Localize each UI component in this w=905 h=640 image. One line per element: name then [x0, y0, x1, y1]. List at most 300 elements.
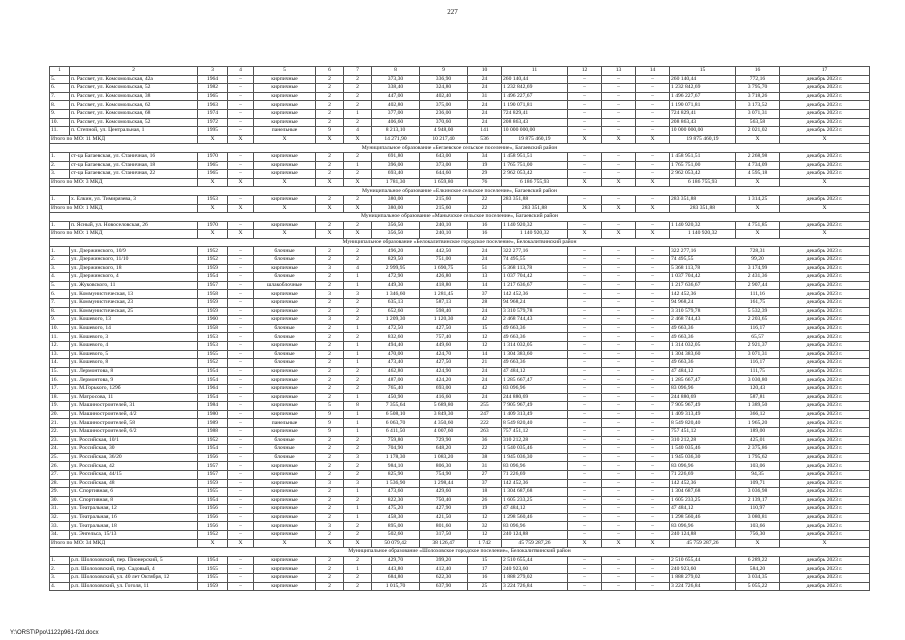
table-cell: –: [636, 316, 670, 325]
table-cell: –: [568, 281, 602, 290]
table-cell: 984,10: [372, 462, 420, 471]
table-cell: 2: [316, 384, 344, 393]
table-cell: 356,50: [372, 221, 420, 230]
table-cell: декабрь 2023 г.: [780, 75, 870, 84]
table-cell: 1953: [198, 342, 228, 351]
table-cell: 47 484,12: [670, 367, 736, 376]
table-cell: –: [228, 565, 254, 574]
total-row: [50, 230, 870, 239]
table-cell: 462,80: [372, 367, 420, 376]
total-cell: X: [198, 204, 228, 213]
table-cell: –: [602, 470, 636, 479]
table-cell: 895,00: [372, 522, 420, 531]
table-cell: 587,13: [420, 299, 468, 308]
table-cell: кирпичные: [254, 496, 316, 505]
table-cell: 1 037 704,42: [502, 273, 568, 282]
table-cell: 2: [344, 470, 372, 479]
table-cell: 472,50: [372, 324, 420, 333]
table-cell: 24: [468, 256, 502, 265]
table-cell: –: [636, 299, 670, 308]
table-cell: декабрь 2023 г.: [780, 273, 870, 282]
table-row: [50, 350, 870, 359]
table-cell: 1984: [198, 402, 228, 411]
total-cell: 10 217,40: [420, 135, 468, 144]
table-cell: 24: [468, 118, 502, 127]
table-cell: 99,20: [736, 256, 780, 265]
table-cell: 3: [316, 290, 344, 299]
total-cell: X: [780, 230, 870, 239]
table-cell: –: [636, 264, 670, 273]
table-cell: –: [568, 359, 602, 368]
table-cell: 2 510 655,44: [502, 556, 568, 565]
total-label: Итого по МО: 3 МКД: [50, 178, 198, 187]
address-cell: ул. Спортивная, 6: [70, 488, 198, 497]
table-cell: –: [636, 290, 670, 299]
table-cell: –: [636, 513, 670, 522]
table-cell: 1982: [198, 84, 228, 93]
table-cell: декабрь 2023 г.: [780, 496, 870, 505]
table-cell: 1 190 071,81: [670, 101, 736, 110]
section-header-row: [50, 187, 870, 196]
table-cell: шлакоблочные: [254, 281, 316, 290]
table-cell: –: [228, 161, 254, 170]
table-cell: 2: [344, 522, 372, 531]
table-cell: 2: [316, 92, 344, 101]
table-cell: кирпичные: [254, 221, 316, 230]
table-row: [50, 118, 870, 127]
table-cell: 4 751,85: [736, 221, 780, 230]
table-cell: –: [602, 419, 636, 428]
table-cell: –: [568, 299, 602, 308]
table-cell: 3 071,31: [736, 350, 780, 359]
total-label: Итого по МО: 1 МКД: [50, 230, 198, 239]
table-cell: 32.: [50, 513, 70, 522]
table-cell: 402,80: [372, 101, 420, 110]
table-cell: 5: [316, 402, 344, 411]
table-cell: 2: [316, 470, 344, 479]
total-cell: X: [344, 539, 372, 548]
table-cell: 1: [344, 488, 372, 497]
table-cell: 1 409 313,49: [670, 410, 736, 419]
address-cell: ст-ца Багаевская, ул. Станичная, 22: [70, 170, 198, 179]
table-cell: кирпичные: [254, 479, 316, 488]
table-row: [50, 359, 870, 368]
table-cell: –: [636, 565, 670, 574]
total-cell: X: [568, 230, 602, 239]
table-cell: кирпичные: [254, 290, 316, 299]
table-cell: 757,40: [420, 333, 468, 342]
table-cell: 1954: [198, 393, 228, 402]
table-cell: 427,90: [420, 505, 468, 514]
table-cell: –: [602, 92, 636, 101]
table-cell: 494,40: [372, 342, 420, 351]
table-cell: 1 298 560,46: [670, 513, 736, 522]
table-cell: 1974: [198, 109, 228, 118]
table-cell: 2 921,37: [736, 342, 780, 351]
table-cell: –: [602, 290, 636, 299]
table-cell: декабрь 2023 г.: [780, 350, 870, 359]
table-cell: 4 007,60: [420, 427, 468, 436]
table-cell: –: [602, 513, 636, 522]
table-cell: 693,40: [372, 170, 420, 179]
table-cell: декабрь 2023 г.: [780, 109, 870, 118]
table-cell: 2: [344, 384, 372, 393]
total-cell: X: [316, 539, 344, 548]
table-cell: 2: [316, 462, 344, 471]
table-cell: –: [228, 462, 254, 471]
table-cell: 366,12: [736, 410, 780, 419]
table-cell: 1 945 036,30: [670, 453, 736, 462]
table-cell: панельные: [254, 127, 316, 136]
table-cell: 51: [468, 264, 502, 273]
table-row: [50, 299, 870, 308]
table-cell: –: [602, 574, 636, 583]
total-cell: 50 079,42: [372, 539, 420, 548]
table-cell: кирпичные: [254, 513, 316, 522]
table-cell: 338,40: [372, 84, 420, 93]
table-cell: –: [568, 109, 602, 118]
table-cell: –: [636, 221, 670, 230]
table-cell: 24: [468, 84, 502, 93]
table-cell: –: [228, 376, 254, 385]
table-cell: –: [636, 505, 670, 514]
table-cell: 3.: [50, 264, 70, 273]
table-cell: 1 795,62: [736, 453, 780, 462]
table-cell: –: [636, 393, 670, 402]
table-cell: –: [568, 92, 602, 101]
table-cell: 2: [316, 556, 344, 565]
table-cell: 2: [316, 359, 344, 368]
table-cell: 283 351,88: [670, 195, 736, 204]
table-cell: –: [568, 333, 602, 342]
table-cell: 83 096,96: [670, 522, 736, 531]
table-cell: 3.: [50, 170, 70, 179]
table-cell: –: [228, 84, 254, 93]
total-cell: X: [736, 539, 780, 548]
table-cell: 30.: [50, 496, 70, 505]
section-title: Муниципальное образование «Елкинское сельское поселение», Багаевский район: [50, 187, 870, 196]
table-cell: 83 096,96: [502, 462, 568, 471]
table-cell: –: [636, 522, 670, 531]
table-cell: 3 310 579,78: [670, 307, 736, 316]
total-cell: 19 875 460,19: [502, 135, 568, 144]
table-cell: 424,20: [420, 376, 468, 385]
total-cell: X: [254, 204, 316, 213]
total-cell: X: [568, 204, 602, 213]
table-cell: 4 734,09: [736, 161, 780, 170]
table-cell: –: [602, 316, 636, 325]
table-cell: –: [602, 84, 636, 93]
table-cell: –: [602, 247, 636, 256]
table-cell: кирпичные: [254, 316, 316, 325]
table-cell: 1 765 751,00: [670, 161, 736, 170]
table-cell: декабрь 2023 г.: [780, 84, 870, 93]
table-row: [50, 84, 870, 93]
table-cell: 1 540 035,46: [502, 445, 568, 454]
table-cell: 116,17: [736, 324, 780, 333]
table-cell: 1 458 951,51: [502, 152, 568, 161]
total-cell: 45 759 287,26: [670, 539, 736, 548]
total-cell: 38 126,47: [420, 539, 468, 548]
table-cell: –: [602, 273, 636, 282]
table-cell: 9: [316, 419, 344, 428]
table-cell: декабрь 2023 г.: [780, 92, 870, 101]
table-cell: 5.: [50, 281, 70, 290]
table-cell: 1: [344, 419, 372, 428]
table-row: [50, 384, 870, 393]
table-cell: 103,66: [736, 522, 780, 531]
table-cell: кирпичные: [254, 84, 316, 93]
table-cell: 1954: [198, 445, 228, 454]
table-cell: декабрь 2023 г.: [780, 256, 870, 265]
table-cell: –: [228, 273, 254, 282]
table-cell: –: [636, 101, 670, 110]
table-cell: 25: [468, 582, 502, 591]
table-cell: –: [636, 281, 670, 290]
table-cell: –: [228, 75, 254, 84]
address-cell: ул. Кошевого, 3: [70, 333, 198, 342]
page-number: 227: [447, 8, 458, 16]
table-cell: 1957: [198, 470, 228, 479]
table-cell: 38: [468, 453, 502, 462]
total-cell: X: [254, 539, 316, 548]
table-cell: 1 298,44: [420, 479, 468, 488]
table-cell: 2: [344, 195, 372, 204]
table-cell: 47 484,12: [502, 505, 568, 514]
table-cell: –: [228, 195, 254, 204]
section-header-row: [50, 548, 870, 557]
total-cell: X: [254, 135, 316, 144]
table-cell: 1 178,30: [372, 453, 420, 462]
table-cell: –: [636, 84, 670, 93]
section-title: Муниципальное образование «Манычское сельское поселение», Багаевский район: [50, 213, 870, 222]
table-cell: 3: [316, 522, 344, 531]
table-cell: блочные: [254, 359, 316, 368]
table-cell: 1 496 227,67: [502, 92, 568, 101]
table-cell: 2: [344, 221, 372, 230]
total-cell: X: [228, 135, 254, 144]
table-cell: 424,70: [420, 350, 468, 359]
table-cell: 2: [344, 256, 372, 265]
table-cell: 17.: [50, 384, 70, 393]
table-cell: 3: [316, 316, 344, 325]
table-cell: 754,90: [420, 470, 468, 479]
table-cell: 1959: [198, 264, 228, 273]
table-cell: 18: [468, 488, 502, 497]
table-cell: –: [636, 496, 670, 505]
table-cell: 1: [344, 324, 372, 333]
column-number-cell: 11: [502, 67, 568, 76]
table-cell: 425,01: [736, 436, 780, 445]
table-cell: 1 605 233,25: [670, 496, 736, 505]
total-row: [50, 539, 870, 548]
table-cell: 2.: [50, 161, 70, 170]
table-row: [50, 513, 870, 522]
total-cell: X: [736, 230, 780, 239]
table-cell: 693,00: [420, 384, 468, 393]
table-cell: –: [568, 470, 602, 479]
table-cell: 443,80: [372, 565, 420, 574]
table-cell: декабрь 2023 г.: [780, 488, 870, 497]
table-cell: блочные: [254, 247, 316, 256]
table-cell: –: [568, 445, 602, 454]
table-cell: 3 224 726,84: [670, 582, 736, 591]
table-cell: 427,50: [420, 324, 468, 333]
table-cell: 1: [344, 350, 372, 359]
table-cell: кирпичные: [254, 195, 316, 204]
total-cell: X: [198, 230, 228, 239]
table-cell: 449,30: [372, 281, 420, 290]
table-cell: 18.: [50, 393, 70, 402]
table-cell: 2: [316, 513, 344, 522]
table-cell: декабрь 2023 г.: [780, 531, 870, 540]
table-cell: 17: [468, 565, 502, 574]
table-cell: декабрь 2023 г.: [780, 195, 870, 204]
total-cell: 1 781,30: [372, 178, 420, 187]
table-cell: –: [636, 376, 670, 385]
column-number-cell: 15: [670, 67, 736, 76]
table-cell: кирпичные: [254, 170, 316, 179]
table-cell: 1954: [198, 367, 228, 376]
total-cell: X: [228, 230, 254, 239]
table-cell: –: [228, 384, 254, 393]
address-cell: ул. Российская, 48: [70, 479, 198, 488]
total-cell: 1 659,80: [420, 178, 468, 187]
table-cell: –: [228, 350, 254, 359]
table-cell: 1952: [198, 531, 228, 540]
table-cell: 2 999,95: [372, 264, 420, 273]
table-cell: 2: [316, 221, 344, 230]
table-cell: 2: [316, 273, 344, 282]
table-cell: 759,80: [372, 436, 420, 445]
table-cell: кирпичные: [254, 470, 316, 479]
table-cell: декабрь 2023 г.: [780, 342, 870, 351]
total-cell: X: [602, 204, 636, 213]
table-cell: 71 226,69: [502, 470, 568, 479]
table-row: [50, 574, 870, 583]
table-cell: 2: [316, 256, 344, 265]
table-cell: 222: [468, 419, 502, 428]
table-cell: кирпичные: [254, 410, 316, 419]
table-cell: 470,00: [372, 350, 420, 359]
table-cell: 16: [468, 574, 502, 583]
table-cell: 19: [468, 161, 502, 170]
table-row: [50, 161, 870, 170]
address-cell: п. Рассвет, ул. Комсомольская, 42а: [70, 75, 198, 84]
address-cell: р.п. Шолоховский, ул. Гоголя, 11: [70, 582, 198, 591]
table-cell: 1 083,20: [420, 453, 468, 462]
table-cell: 724 829,41: [502, 109, 568, 118]
table-cell: декабрь 2023 г.: [780, 479, 870, 488]
table-cell: 317,50: [420, 531, 468, 540]
table-cell: кирпичные: [254, 376, 316, 385]
table-row: [50, 324, 870, 333]
table-row: [50, 247, 870, 256]
table-cell: 2: [344, 299, 372, 308]
table-cell: 3 080,81: [736, 513, 780, 522]
table-cell: 260 140,44: [670, 75, 736, 84]
column-number-cell: 12: [568, 67, 602, 76]
total-cell: X: [316, 230, 344, 239]
table-cell: блочные: [254, 350, 316, 359]
table-cell: кирпичные: [254, 307, 316, 316]
table-cell: –: [568, 410, 602, 419]
table-cell: 1956: [198, 453, 228, 462]
table-cell: 1955: [198, 488, 228, 497]
table-cell: 1959: [198, 299, 228, 308]
table-cell: –: [568, 419, 602, 428]
table-cell: 2: [316, 376, 344, 385]
address-cell: п. Рассвет, ул. Комсомольская, 38: [70, 92, 198, 101]
table-cell: 1 888 279,02: [670, 574, 736, 583]
table-cell: 2: [344, 92, 372, 101]
table-cell: –: [602, 75, 636, 84]
table-cell: 1: [344, 273, 372, 282]
table-cell: 13: [468, 273, 502, 282]
table-cell: 2 431,36: [736, 273, 780, 282]
table-cell: –: [636, 152, 670, 161]
table-cell: 12: [468, 342, 502, 351]
table-cell: декабрь 2023 г.: [780, 367, 870, 376]
table-cell: 2: [316, 445, 344, 454]
table-cell: –: [568, 436, 602, 445]
table-cell: 255: [468, 402, 502, 411]
table-cell: 7 355,64: [372, 402, 420, 411]
table-cell: 4.: [50, 273, 70, 282]
table-cell: –: [228, 247, 254, 256]
table-cell: 373,00: [420, 161, 468, 170]
table-row: [50, 307, 870, 316]
section-header-row: [50, 238, 870, 247]
table-cell: –: [602, 342, 636, 351]
table-cell: кирпичные: [254, 367, 316, 376]
table-row: [50, 479, 870, 488]
total-cell: 19 875 460,19: [670, 135, 736, 144]
table-cell: 8: [344, 402, 372, 411]
table-cell: 729,90: [420, 436, 468, 445]
table-cell: –: [602, 195, 636, 204]
table-cell: –: [228, 393, 254, 402]
table-cell: –: [568, 127, 602, 136]
table-cell: 418,80: [420, 281, 468, 290]
table-cell: 103,06: [736, 462, 780, 471]
table-cell: –: [636, 195, 670, 204]
table-cell: 1972: [198, 118, 228, 127]
table-cell: 450,90: [372, 393, 420, 402]
table-cell: 3 849,30: [420, 410, 468, 419]
table-cell: 5 368 113,78: [502, 264, 568, 273]
table-cell: кирпичные: [254, 393, 316, 402]
table-cell: 26.: [50, 462, 70, 471]
total-cell: X: [780, 539, 870, 548]
column-number-cell: 10: [468, 67, 502, 76]
address-cell: ул. Театральная, 12: [70, 505, 198, 514]
table-cell: –: [568, 384, 602, 393]
table-cell: 27: [468, 470, 502, 479]
table-cell: 142 452,36: [670, 479, 736, 488]
table-cell: кирпичные: [254, 427, 316, 436]
total-cell: 240,10: [420, 230, 468, 239]
table-cell: блочные: [254, 453, 316, 462]
table-cell: 28: [468, 299, 502, 308]
total-label: Итого по МО: 11 МКД: [50, 135, 198, 144]
table-cell: блочные: [254, 324, 316, 333]
table-cell: 6 508,10: [372, 410, 420, 419]
table-cell: 37: [468, 479, 502, 488]
column-number-cell: 3: [198, 67, 228, 76]
table-cell: 765,40: [372, 384, 420, 393]
table-cell: –: [568, 101, 602, 110]
